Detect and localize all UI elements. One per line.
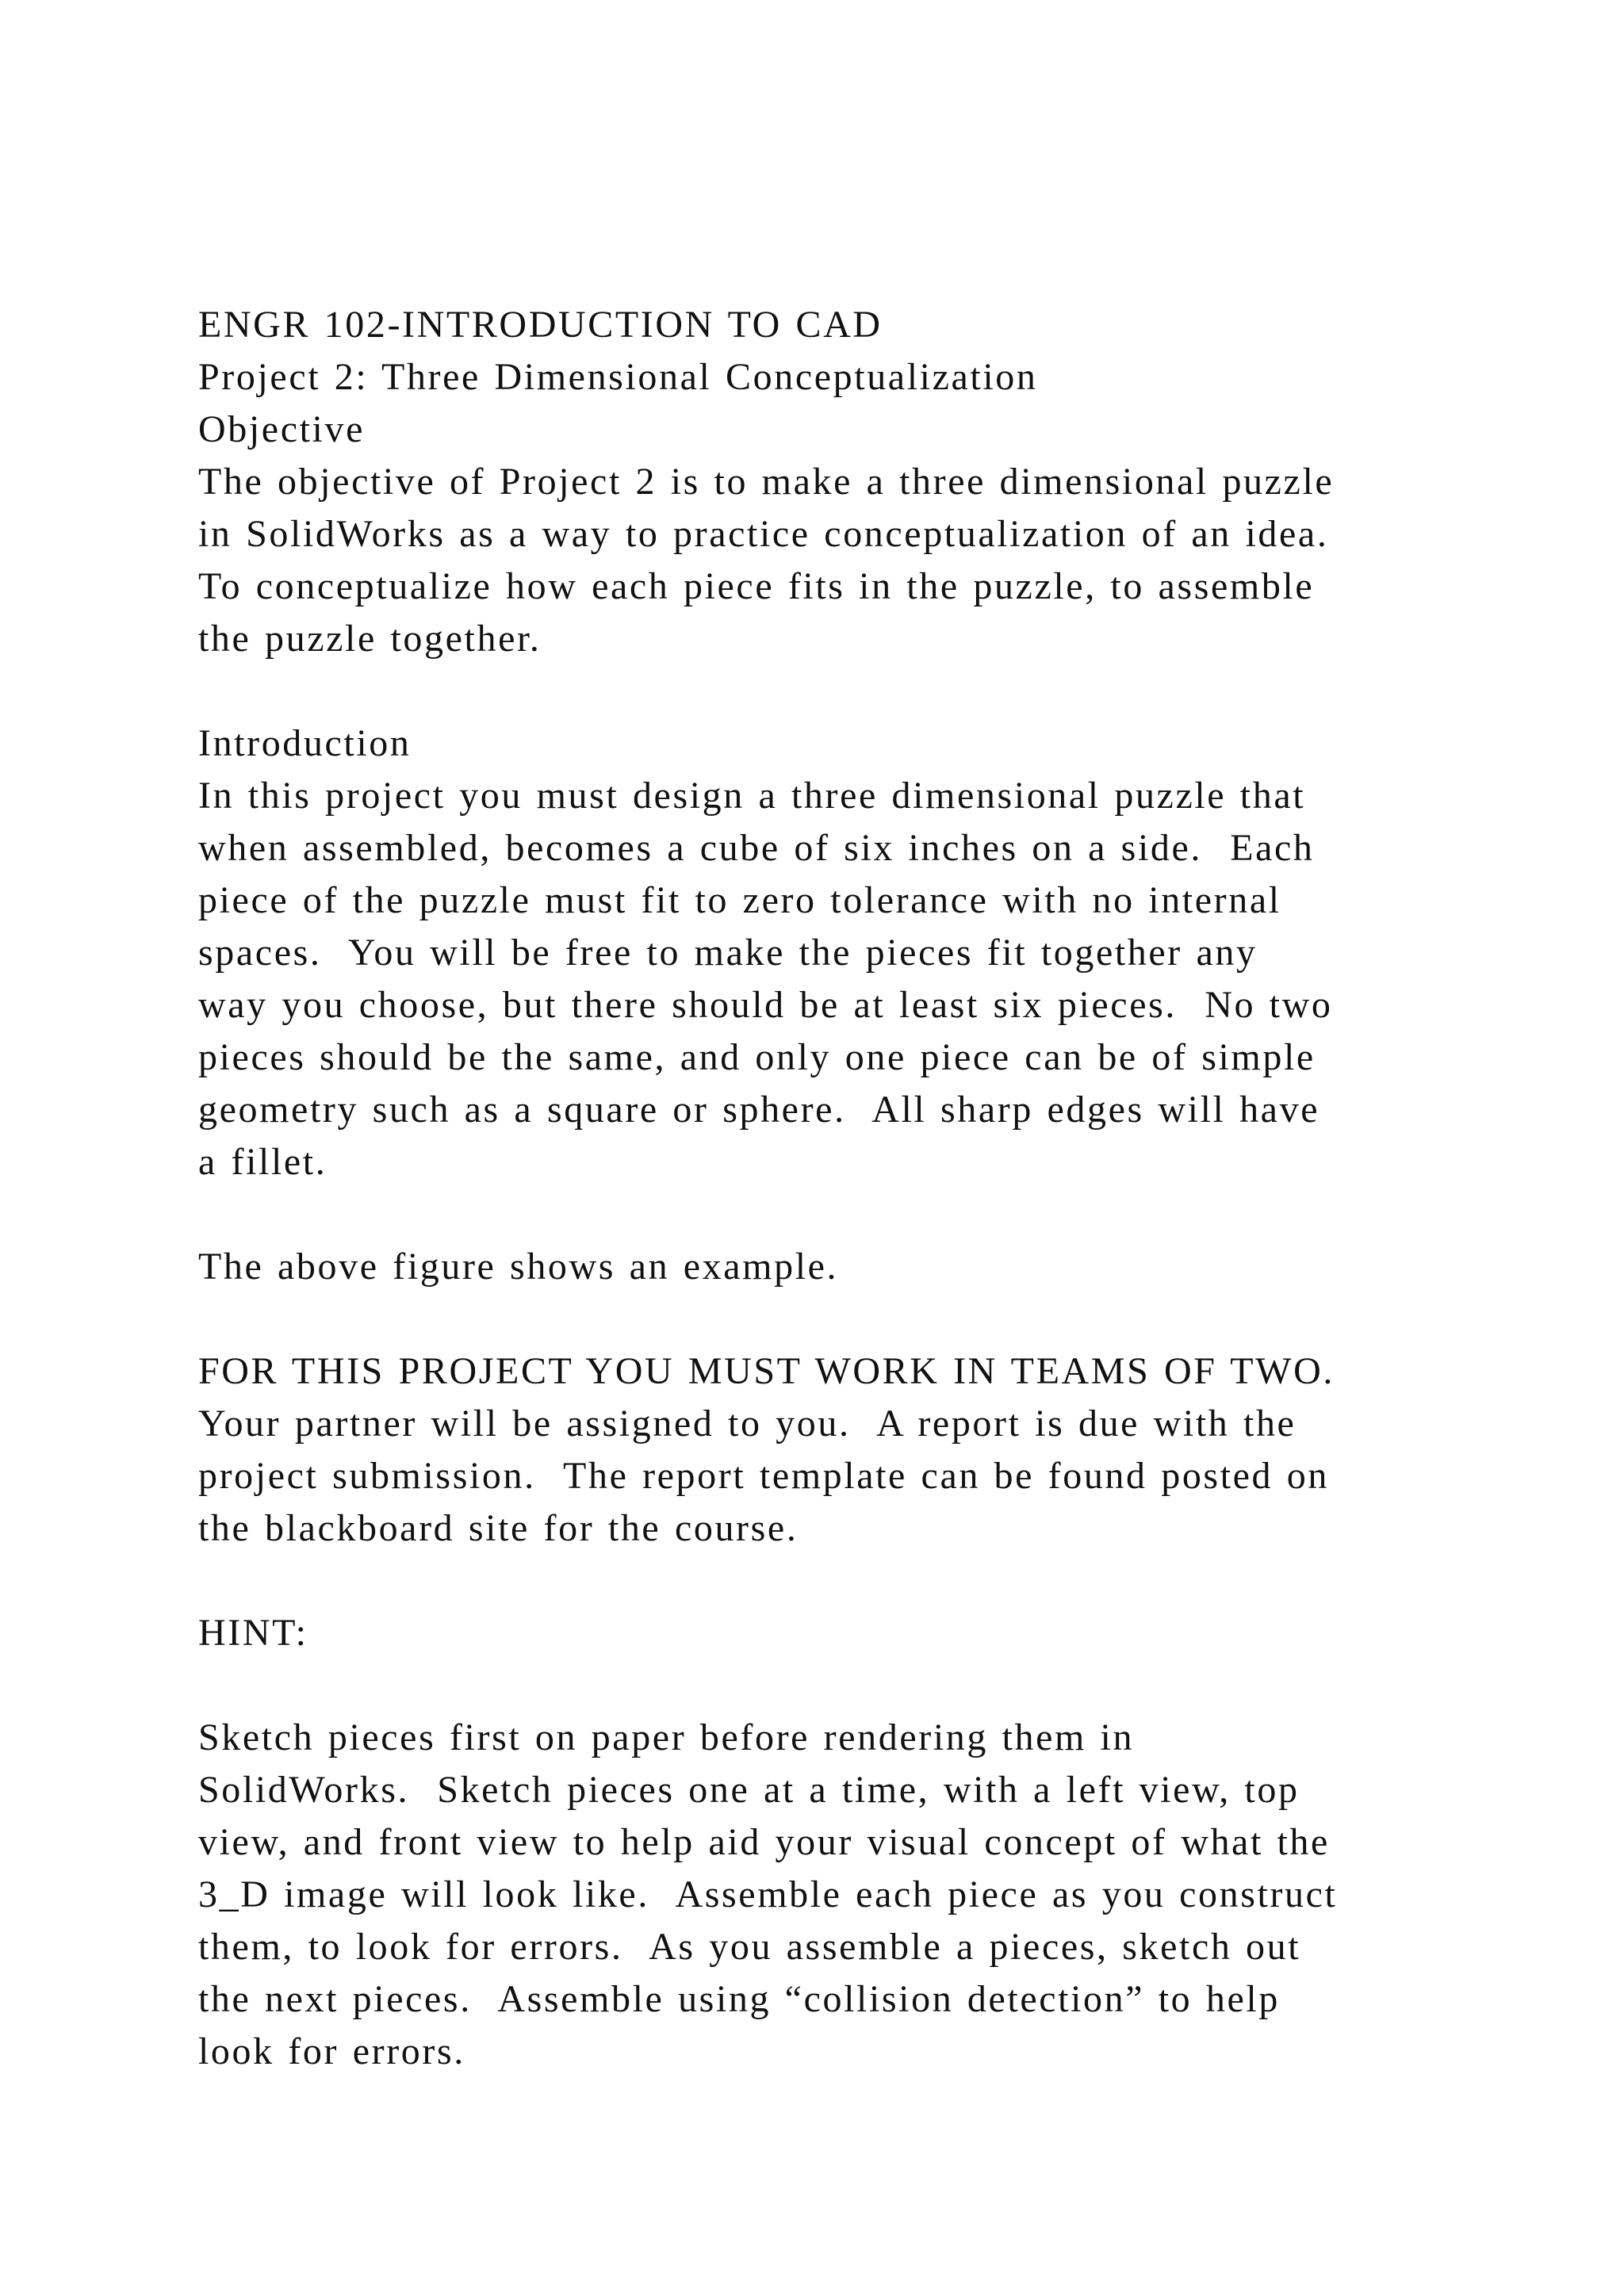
hint-line: the next pieces. Assemble using “collision detection” to help <box>198 1978 1280 2020</box>
introduction-line: piece of the puzzle must fit to zero tolerance with no internal <box>198 879 1281 921</box>
introduction-heading: Introduction <box>198 722 412 764</box>
hint-paragraph <box>198 1712 1546 2078</box>
teams-paragraph <box>198 1345 1546 1555</box>
spacer <box>198 1555 1546 1607</box>
hint-line: Sketch pieces first on paper before rendering them in <box>198 1716 1135 1758</box>
introduction-line: way you choose, but there should be at least six pieces. No two <box>198 984 1333 1026</box>
hint-line: 3_D image will look like. Assemble each piece as you construct <box>198 1873 1338 1915</box>
spacer <box>198 1293 1546 1345</box>
introduction-line: pieces should be the same, and only one piece can be of simple <box>198 1036 1316 1078</box>
introduction-line: In this project you must design a three dimensional puzzle that <box>198 775 1306 817</box>
introduction-line: a fillet. <box>198 1141 327 1183</box>
teams-line: Your partner will be assigned to you. A report is due with the <box>198 1402 1297 1445</box>
objective-line: in SolidWorks as a way to practice conceptualization of an idea. <box>198 513 1329 555</box>
introduction-line: when assembled, becomes a cube of six inches on a side. Each <box>198 827 1315 869</box>
hint-line: SolidWorks. Sketch pieces one at a time, with a left view, top <box>198 1769 1300 1811</box>
figure-note: The above figure shows an example. <box>198 1246 839 1288</box>
teams-line: FOR THIS PROJECT YOU MUST WORK IN TEAMS OF TWO. <box>198 1350 1335 1392</box>
course-title: ENGR 102-INTRODUCTION TO CAD <box>198 304 883 346</box>
hint-line: look for errors. <box>198 2030 465 2072</box>
spacer <box>198 665 1546 718</box>
hint-line: them, to look for errors. As you assemble a pieces, sketch out <box>198 1926 1301 1968</box>
introduction-paragraph <box>198 770 1546 1188</box>
objective-paragraph <box>198 456 1546 665</box>
teams-line: the blackboard site for the course. <box>198 1507 799 1549</box>
document-page <box>198 299 1546 2078</box>
objective-line: the puzzle together. <box>198 618 542 660</box>
spacer <box>198 1659 1546 1712</box>
objective-line: To conceptualize how each piece fits in the puzzle, to assemble <box>198 565 1315 607</box>
hint-line: view, and front view to help aid your visual concept of what the <box>198 1821 1330 1863</box>
teams-line: project submission. The report template can be found posted on <box>198 1455 1329 1497</box>
objective-heading: Objective <box>198 408 365 450</box>
project-title: Project 2: Three Dimensional Conceptualization <box>198 356 1038 398</box>
introduction-line: spaces. You will be free to make the pieces fit together any <box>198 932 1258 974</box>
introduction-line: geometry such as a square or sphere. All sharp edges will have <box>198 1089 1320 1131</box>
hint-heading: HINT: <box>198 1612 308 1654</box>
objective-line: The objective of Project 2 is to make a three dimensional puzzle <box>198 461 1335 503</box>
spacer <box>198 1188 1546 1241</box>
